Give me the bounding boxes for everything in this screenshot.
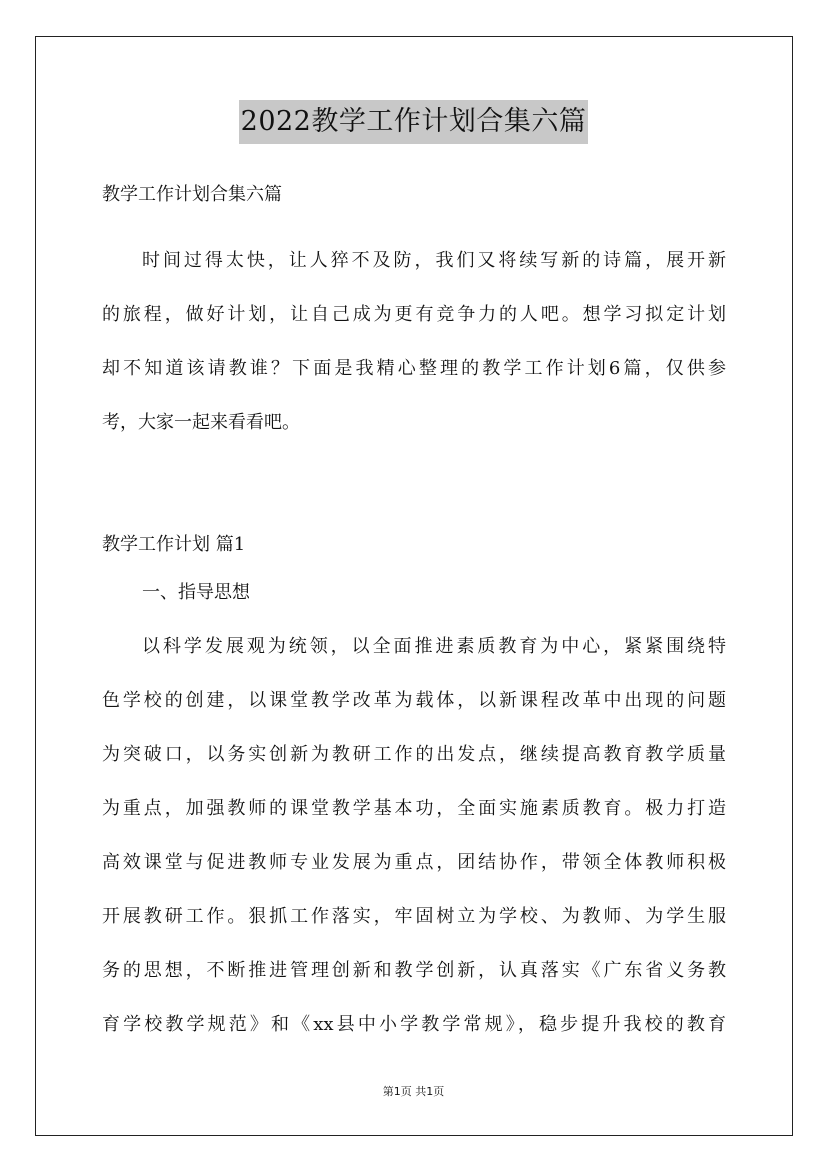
intro-paragraph xyxy=(102,234,726,450)
document-subtitle: 教学工作计划合集六篇 xyxy=(102,184,282,205)
body-paragraph xyxy=(102,620,726,1052)
body-line: 务的思想，不断推进管理创新和教学创新，认真落实《广东省义务教 xyxy=(102,960,726,981)
document-body xyxy=(102,172,726,1052)
intro-line: 的旅程，做好计划，让自己成为更有竞争力的人吧。想学习拟定计划 xyxy=(102,304,726,325)
body-line: 高效课堂与促进教师专业发展为重点，团结协作，带领全体教师积极 xyxy=(102,852,726,873)
title-container xyxy=(0,100,827,144)
body-line: 以科学发展观为统领，以全面推进素质教育为中心，紧紧围绕特 xyxy=(142,636,726,657)
body-line: 开展教研工作。狠抓工作落实，牢固树立为学校、为教师、为学生服 xyxy=(102,906,726,927)
intro-line: 却不知道该请教谁？下面是我精心整理的教学工作计划6篇，仅供参 xyxy=(102,358,726,379)
document-title: 2022教学工作计划合集六篇 xyxy=(239,100,589,144)
intro-line: 时间过得太快，让人猝不及防，我们又将续写新的诗篇，展开新 xyxy=(142,250,726,271)
page-number-footer: 第1页 共1页 xyxy=(382,1085,445,1098)
body-line: 为重点，加强教师的课堂教学基本功，全面实施素质教育。极力打造 xyxy=(102,798,726,819)
body-line: 色学校的创建，以课堂教学改革为载体，以新课程改革中出现的问题 xyxy=(102,690,726,711)
section-heading: 教学工作计划 篇1 xyxy=(102,534,246,555)
body-line: 为突破口，以务实创新为教研工作的出发点，继续提高教育教学质量 xyxy=(102,744,726,765)
body-line: 育学校教学规范》和《xx县中小学教学常规》，稳步提升我校的教育 xyxy=(102,1014,726,1035)
intro-line: 考，大家一起来看看吧。 xyxy=(102,412,300,433)
sub-heading: 一、指导思想 xyxy=(142,582,250,603)
